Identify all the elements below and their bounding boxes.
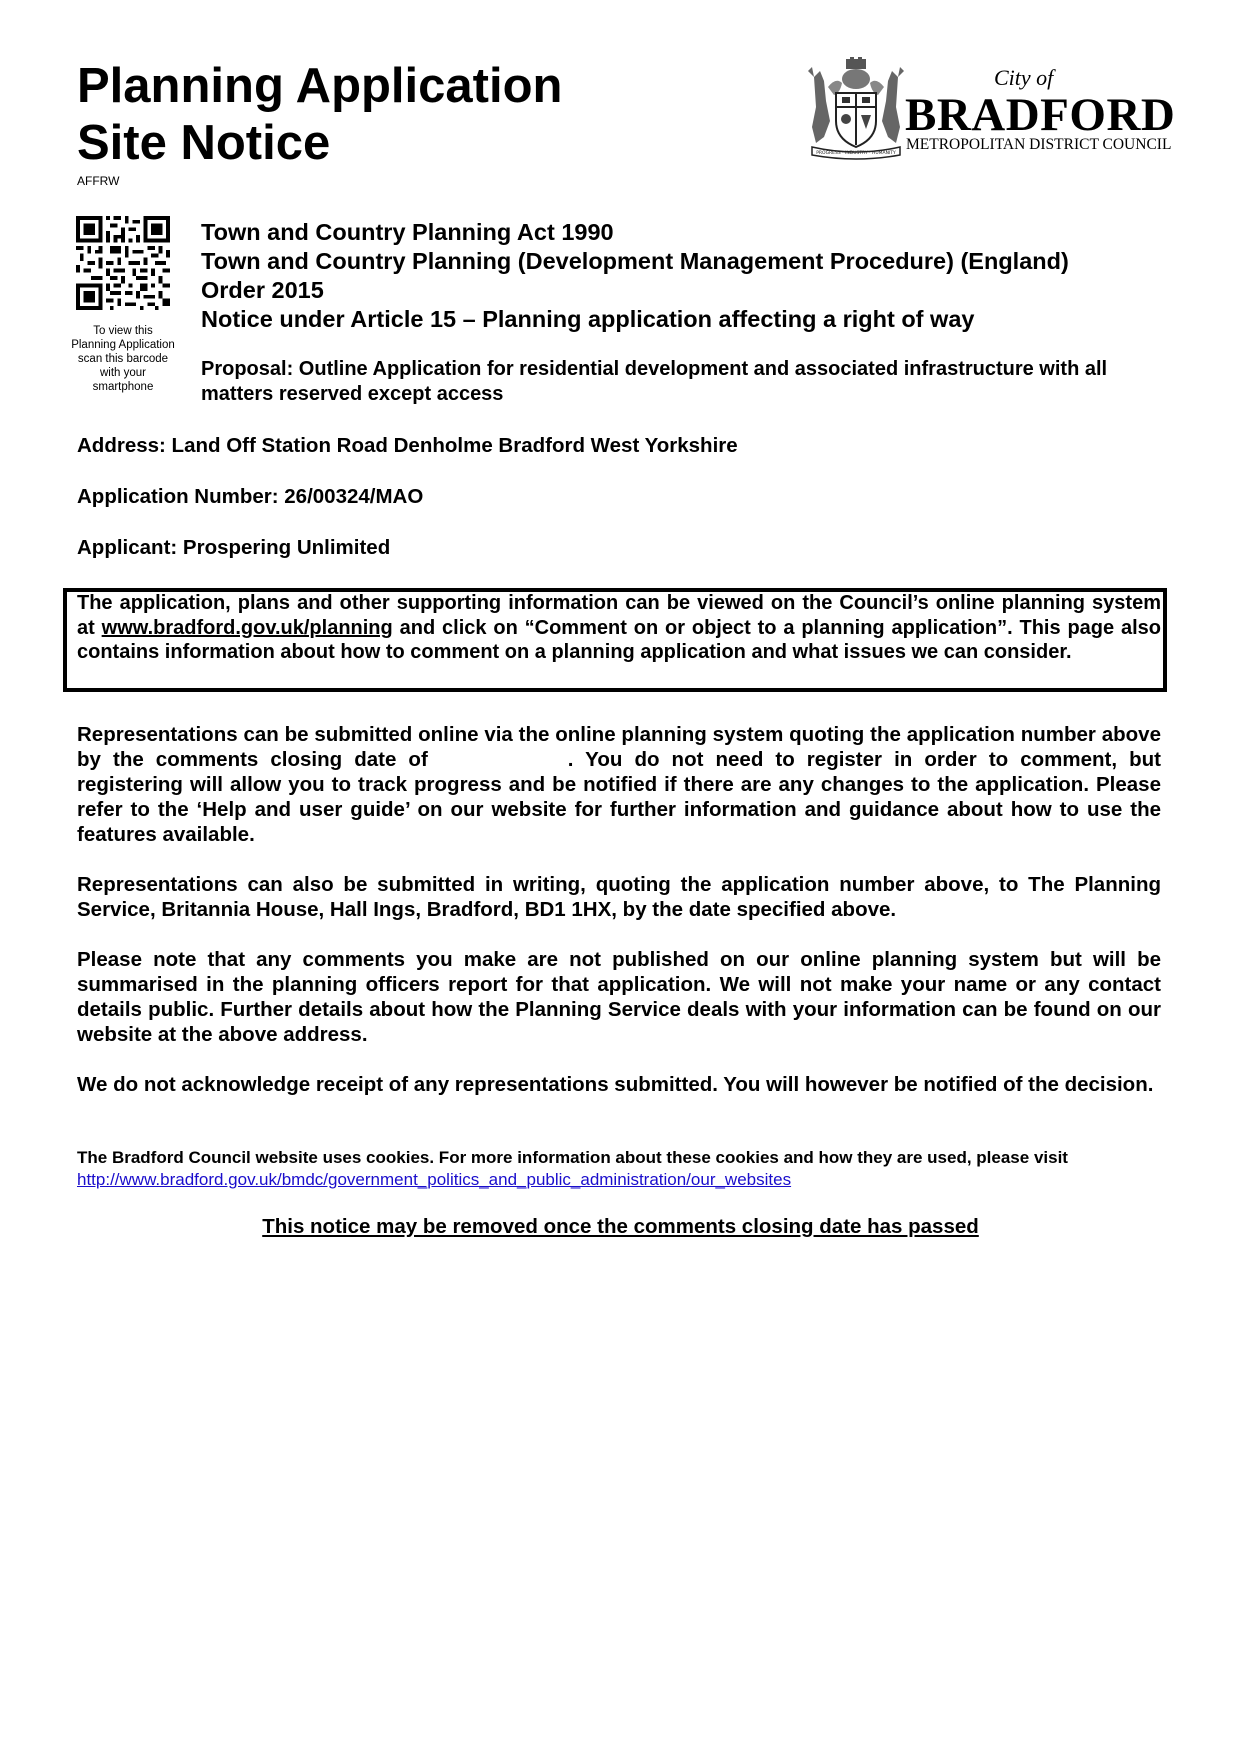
logo-bradford: BRADFORD (905, 89, 1176, 141)
logo-motto: PROGRESS · INDUSTRY · HUMANITY (816, 151, 896, 156)
proposal-text: Proposal: Outline Application for residential development and associated infrastructure with all matters reserved except access (201, 358, 1108, 405)
act-line-1: Town and Country Planning Act 1990 (201, 219, 614, 245)
paragraph-acknowledgement: We do not acknowledge receipt of any representations submitted. You will however be notified of the decision. (77, 1073, 1154, 1096)
p1-part2: . You do not need to register in order to comment, but registering will allow you to track progress and be notified if there are any changes to the application. Please refer to the ‘Help and user guide’ on our website for further information and guidance about how to use the features available. (77, 748, 1161, 846)
info-text-after-link: and click on “Comment on or object to a planning application”. This page also contains information about how to comment on a planning application and what issues we can consider. (77, 616, 1161, 663)
paragraph-privacy: Please note that any comments you make are not published on our online planning system but will be summarised in the planning officers report for that application. We will not make your name or any contact details public. Further details about how the Planning Service deals with your information can be found on our website at the above address. (77, 948, 1161, 1046)
cookie-text: The Bradford Council website uses cookies. For more information about these cookies and how they are used, please visit (77, 1148, 1068, 1167)
p1-part1: Representations can be submitted online via the online planning system quoting the application number above by the comments closing date of (77, 723, 1161, 771)
paragraph-written-representations: Representations can also be submitted in writing, quoting the application number above, to The Planning Service, Britannia House, Hall Ings, Bradford, BD1 1HX, by the date specified above. (77, 873, 1161, 921)
act-line-4: Notice under Article 15 – Planning application affecting a right of way (201, 306, 975, 332)
application-number-field: Application Number: 26/00324/MAO (77, 485, 424, 508)
planning-website-link[interactable]: www.bradford.gov.uk/planning (101, 616, 393, 639)
title-line-2: Site Notice (77, 116, 331, 170)
logo-council-subtitle: METROPOLITAN DISTRICT COUNCIL (906, 136, 1172, 153)
logo-city-of: City of (994, 65, 1054, 90)
legislation-heading (201, 218, 1069, 334)
info-box-text (77, 591, 1161, 665)
act-line-3: Order 2015 (201, 277, 324, 303)
cookie-notice (77, 1147, 1177, 1191)
qr-code-icon[interactable] (76, 216, 170, 310)
removal-notice: This notice may be removed once the comments closing date has passed (262, 1215, 979, 1238)
cookie-link[interactable]: http://www.bradford.gov.uk/bmdc/government_politics_and_public_administration/our_websites (77, 1170, 792, 1189)
paragraph-online-representations (77, 722, 1161, 847)
council-logo (806, 57, 1176, 161)
address-field: Address: Land Off Station Road Denholme Bradford West Yorkshire (77, 434, 738, 457)
applicant-field: Applicant: Prospering Unlimited (77, 536, 391, 559)
qr-caption: To view this Planning Application scan this barcode with your smartphone (71, 325, 175, 393)
act-line-2: Town and Country Planning (Development Management Procedure) (England) (201, 248, 1069, 274)
reference-code: AFFRW (77, 174, 120, 188)
coat-of-arms-icon (806, 57, 906, 161)
title-line-1: Planning Application (77, 59, 563, 113)
page-title (77, 58, 562, 172)
info-text-before-link: The application, plans and other supporting information can be viewed on the Council’s online planning system at (77, 592, 1161, 639)
